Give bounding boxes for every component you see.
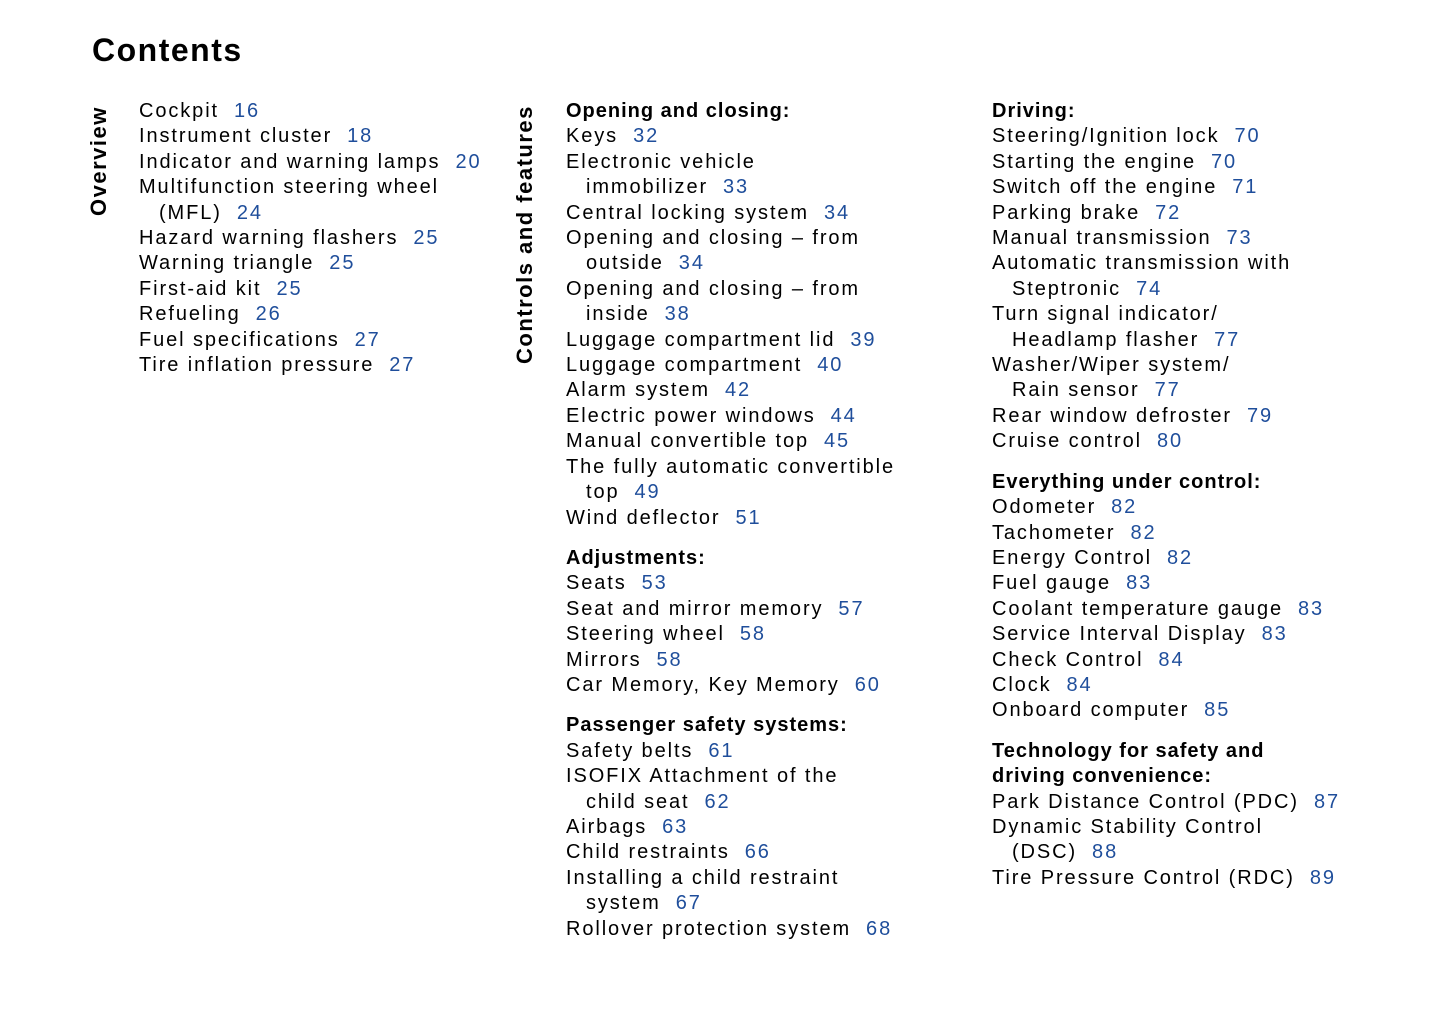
toc-entry[interactable] [992, 495, 1340, 520]
toc-entry[interactable] [139, 302, 481, 327]
toc-entry-text [992, 124, 1340, 149]
page-number-link[interactable]: 42 [724, 379, 751, 402]
toc-entry-label: Tachometer [992, 521, 1116, 544]
toc-entry-label: system [586, 892, 661, 915]
toc-entry[interactable] [566, 124, 895, 149]
toc-entry[interactable] [566, 226, 895, 277]
page-number-link[interactable]: 25 [329, 252, 356, 275]
toc-entry-text [566, 571, 895, 596]
page-number-link[interactable]: 77 [1214, 328, 1241, 351]
section-technology [992, 739, 1340, 891]
toc-entry-label: Cruise control [992, 430, 1142, 453]
toc-entry-label: Energy Control [992, 546, 1152, 569]
toc-entry[interactable] [992, 404, 1340, 429]
toc-entry[interactable] [566, 764, 895, 815]
page-number-link[interactable]: 44 [830, 404, 857, 427]
toc-entry-label: outside [586, 252, 664, 275]
page-number-link[interactable]: 24 [236, 201, 263, 224]
toc-entry-label: Alarm system [566, 379, 710, 402]
toc-entry-text [566, 917, 895, 942]
toc-entry-text [992, 226, 1340, 251]
toc-entry-text [992, 328, 1340, 353]
toc-entry-label: Hazard warning flashers [139, 227, 399, 250]
page-number-link[interactable]: 79 [1247, 404, 1274, 427]
toc-entry-label: Luggage compartment lid [566, 328, 836, 351]
toc-entry-text [566, 378, 895, 403]
toc-entry-label: Automatic transmission with [992, 252, 1292, 275]
page-number-link[interactable]: 58 [656, 648, 683, 671]
toc-entry-label: Odometer [992, 496, 1097, 519]
toc-entry-text [566, 226, 895, 251]
toc-entry[interactable] [139, 353, 481, 378]
page-number-link[interactable]: 27 [354, 328, 381, 351]
toc-entry-text [139, 226, 481, 251]
toc-entry-text [566, 622, 895, 647]
toc-entry[interactable] [566, 673, 895, 698]
page-number-link[interactable]: 82 [1111, 496, 1138, 519]
toc-entry-text [566, 175, 895, 200]
toc-entry-label: Rear window defroster [992, 404, 1232, 427]
page-number-link[interactable]: 34 [678, 252, 705, 275]
toc-entry[interactable] [139, 124, 481, 149]
page-number-link[interactable]: 72 [1155, 201, 1182, 224]
toc-entry-text [566, 866, 895, 891]
page-number-link[interactable]: 16 [234, 100, 261, 122]
page-number-link[interactable]: 77 [1154, 379, 1181, 402]
page-number-link[interactable]: 39 [850, 328, 877, 351]
toc-entry-text [992, 790, 1340, 815]
toc-entry[interactable] [992, 175, 1340, 200]
toc-entry-label: immobilizer [586, 176, 709, 199]
toc-entry[interactable] [992, 815, 1340, 866]
toc-entry-label: top [586, 481, 620, 504]
toc-entry-text [139, 175, 481, 200]
toc-column-overview [139, 99, 481, 378]
toc-entry-label: Installing a child restraint [566, 866, 840, 889]
toc-entry-text [992, 378, 1340, 403]
toc-entry-text [992, 277, 1340, 302]
toc-entry-label: Steering wheel [566, 623, 725, 646]
page-number-link[interactable]: 83 [1126, 572, 1153, 595]
toc-entry-text [566, 251, 895, 276]
toc-entry[interactable] [566, 429, 895, 454]
toc-entry-label: Child restraints [566, 841, 730, 864]
toc-entry[interactable] [566, 506, 895, 531]
toc-entry-text [992, 571, 1340, 596]
section-heading: Everything under control: [992, 470, 1262, 493]
toc-entry-label: Headlamp flasher [1012, 328, 1200, 351]
toc-entry-label: inside [586, 303, 650, 326]
page-number-link[interactable]: 85 [1204, 699, 1231, 722]
toc-entry-text [139, 353, 481, 378]
toc-column-driving [992, 99, 1340, 891]
toc-entry-label: Opening and closing – from [566, 227, 860, 250]
toc-entry[interactable] [139, 150, 481, 175]
toc-entry-text [566, 840, 895, 865]
page-number-link[interactable]: 70 [1234, 125, 1261, 148]
toc-entry-label: Coolant temperature gauge [992, 597, 1283, 620]
toc-entry[interactable] [992, 251, 1340, 302]
page-number-link[interactable]: 58 [739, 623, 766, 646]
page-number-link[interactable]: 27 [389, 354, 416, 377]
toc-entry-label: Seats [566, 572, 627, 595]
toc-entry-text [566, 429, 895, 454]
page-number-link[interactable]: 53 [641, 572, 668, 595]
toc-entry-text [566, 277, 895, 302]
page-number-link[interactable]: 32 [633, 125, 660, 148]
toc-entry-label: Washer/Wiper system/ [992, 354, 1231, 377]
page-number-link[interactable]: 63 [662, 815, 689, 838]
toc-entry-label: Airbags [566, 815, 648, 838]
page-number-link[interactable]: 18 [347, 125, 374, 148]
toc-entry-text [566, 455, 895, 480]
toc-entry-label: Seat and mirror memory [566, 597, 824, 620]
toc-entry[interactable] [992, 124, 1340, 149]
page-number-link[interactable]: 38 [664, 303, 691, 326]
toc-entry-text [139, 124, 481, 149]
toc-entry-label: Tire inflation pressure [139, 354, 375, 377]
toc-entry-text [566, 815, 895, 840]
toc-entry-text [566, 673, 895, 698]
toc-entry-label: child seat [586, 790, 690, 813]
toc-entry-text [566, 302, 895, 327]
page-number-link[interactable]: 68 [866, 917, 893, 940]
toc-entry-text [992, 546, 1340, 571]
page-number-link[interactable]: 26 [255, 303, 282, 326]
toc-entry[interactable] [566, 353, 895, 378]
toc-entry[interactable] [992, 429, 1340, 454]
toc-entry-text [992, 429, 1340, 454]
section-driving [992, 99, 1340, 455]
toc-entry-text [566, 506, 895, 531]
toc-entry[interactable] [139, 328, 481, 353]
toc-entry-label: Rollover protection system [566, 917, 852, 940]
toc-entry-label: ISOFIX Attachment of the [566, 765, 839, 788]
toc-entry[interactable] [992, 521, 1340, 546]
page-number-link[interactable]: 33 [723, 176, 750, 199]
toc-entry[interactable] [566, 648, 895, 673]
section-passenger-safety [566, 713, 895, 942]
toc-entry-label: Park Distance Control (PDC) [992, 790, 1299, 813]
toc-entry-label: Fuel specifications [139, 328, 340, 351]
page-number-link[interactable]: 73 [1226, 227, 1253, 250]
toc-entry[interactable] [566, 455, 895, 506]
toc-entry-text [992, 251, 1340, 276]
toc-entry-text [992, 353, 1340, 378]
toc-entry-label: Tire Pressure Control (RDC) [992, 866, 1295, 889]
toc-entry-label: Turn signal indicator/ [992, 303, 1219, 326]
toc-entry[interactable] [566, 378, 895, 403]
section-heading-line: Technology for safety and [992, 739, 1265, 762]
toc-entry-label: First-aid kit [139, 277, 262, 300]
toc-entry-label: Steptronic [1012, 277, 1122, 300]
toc-entry-label: Onboard computer [992, 699, 1190, 722]
toc-entry-text [566, 790, 895, 815]
toc-entry[interactable] [992, 201, 1340, 226]
toc-entry[interactable] [992, 226, 1340, 251]
toc-entry-text [992, 866, 1340, 891]
toc-entry-text [566, 201, 895, 226]
toc-entry-label: Manual convertible top [566, 430, 810, 453]
toc-entry-text [992, 698, 1340, 723]
toc-entry[interactable] [139, 99, 481, 124]
toc-entry[interactable] [992, 698, 1340, 723]
toc-entry[interactable] [992, 673, 1340, 698]
page-number-link[interactable]: 25 [413, 227, 440, 250]
toc-entry-text [992, 302, 1340, 327]
toc-entry-text [992, 201, 1340, 226]
page-number-link[interactable]: 62 [704, 790, 731, 813]
toc-entry-label: Mirrors [566, 648, 642, 671]
page-number-link[interactable]: 45 [824, 430, 851, 453]
toc-entry-text [139, 328, 481, 353]
toc-entry-text [992, 175, 1340, 200]
overview-entries [139, 99, 481, 378]
section-label-controls-and-features: Controls and features [512, 105, 537, 364]
toc-entry-text [566, 891, 895, 916]
toc-entry[interactable] [992, 622, 1340, 647]
toc-entry-label: Safety belts [566, 739, 694, 762]
toc-entry-label: Starting the engine [992, 150, 1197, 173]
toc-entry-label: Manual transmission [992, 227, 1212, 250]
toc-entry-label: The fully automatic convertible [566, 455, 896, 478]
section-adjustments [566, 546, 895, 698]
toc-entry-text [992, 622, 1340, 647]
toc-entry[interactable] [992, 790, 1340, 815]
toc-column-controls [566, 99, 895, 942]
toc-entry[interactable] [566, 277, 895, 328]
toc-entry-label: Refueling [139, 303, 241, 326]
page-number-link[interactable]: 88 [1092, 841, 1119, 864]
page-number-link[interactable]: 49 [634, 481, 661, 504]
toc-entry-text [566, 597, 895, 622]
page-number-link[interactable]: 71 [1232, 176, 1259, 199]
page-number-link[interactable]: 84 [1158, 648, 1185, 671]
page-number-link[interactable]: 70 [1211, 150, 1238, 173]
toc-entry-text [992, 404, 1340, 429]
toc-entry[interactable] [992, 353, 1340, 404]
toc-entry-label: Opening and closing – from [566, 277, 860, 300]
page-number-link[interactable]: 34 [823, 201, 851, 224]
page-number-link[interactable]: 20 [455, 150, 482, 173]
toc-entry[interactable] [992, 150, 1340, 175]
toc-entry-label: (MFL) [159, 201, 222, 224]
page-number-link[interactable]: 84 [1066, 673, 1093, 696]
page-title: Contents [92, 32, 243, 68]
toc-entry-label: Steering/Ignition lock [992, 125, 1220, 148]
toc-entry[interactable] [992, 597, 1340, 622]
toc-entry-text [992, 840, 1340, 865]
section-heading: Driving: [992, 100, 1076, 122]
toc-entry-label: Warning triangle [139, 252, 315, 275]
toc-entry-text [992, 495, 1340, 520]
toc-entry-label: Switch off the engine [992, 176, 1218, 199]
toc-entry-label: Cockpit [139, 100, 219, 122]
toc-entry[interactable] [566, 739, 895, 764]
page-number-link[interactable]: 66 [744, 841, 771, 864]
page-number-link[interactable]: 51 [735, 506, 762, 529]
section-heading: Adjustments: [566, 546, 706, 569]
section-label-overview: Overview [86, 106, 111, 216]
toc-entry-text [992, 673, 1340, 698]
page-number-link[interactable]: 60 [854, 673, 881, 696]
toc-entry[interactable] [566, 571, 895, 596]
toc-entry[interactable] [566, 201, 895, 226]
toc-entry-text [566, 124, 895, 149]
toc-entry-text [566, 739, 895, 764]
toc-entry[interactable] [992, 648, 1340, 673]
toc-entry[interactable] [566, 597, 895, 622]
toc-entry-text [992, 597, 1340, 622]
toc-entry-text [992, 521, 1340, 546]
toc-entry-text [139, 277, 481, 302]
toc-entry-text [139, 302, 481, 327]
toc-entry-label: Car Memory, Key Memory [566, 673, 840, 696]
section-heading-line: driving convenience: [992, 765, 1213, 788]
toc-entry-text [992, 815, 1340, 840]
toc-entry[interactable] [566, 150, 895, 201]
toc-entry[interactable] [566, 815, 895, 840]
toc-entry-text [566, 404, 895, 429]
page-number-link[interactable]: 40 [817, 354, 844, 377]
toc-entry-label: Multifunction steering wheel [139, 176, 439, 199]
toc-entry-label: Luggage compartment [566, 354, 803, 377]
section-heading: Opening and closing: [566, 100, 791, 122]
toc-entry-label: (DSC) [1012, 841, 1078, 864]
toc-entry[interactable] [566, 866, 895, 917]
section-everything-under-control [992, 470, 1340, 724]
toc-entry-text [139, 201, 481, 226]
section-opening-closing [566, 99, 895, 531]
toc-entry[interactable] [992, 302, 1340, 353]
page-number-link[interactable]: 67 [675, 892, 702, 915]
page-number-link[interactable]: 89 [1309, 866, 1336, 889]
page-number-link[interactable]: 57 [838, 597, 865, 620]
toc-entry-label: Service Interval Display [992, 623, 1247, 646]
page-number-link[interactable]: 82 [1167, 546, 1194, 569]
toc-entry-label: Instrument cluster [139, 125, 333, 148]
toc-entry-label: Electronic vehicle [566, 150, 756, 173]
toc-entry-text [992, 150, 1340, 175]
toc-entry[interactable] [139, 226, 481, 251]
toc-entry-text [992, 648, 1340, 673]
toc-entry[interactable] [992, 866, 1340, 891]
toc-entry-text [566, 648, 895, 673]
page-number-link[interactable]: 83 [1298, 597, 1325, 620]
toc-entry-label: Check Control [992, 648, 1144, 671]
toc-entry-label: Keys [566, 125, 619, 148]
toc-entry-label: Indicator and warning lamps [139, 150, 441, 173]
toc-entry[interactable] [566, 328, 895, 353]
toc-entry-label: Clock [992, 673, 1052, 696]
toc-entry[interactable] [139, 277, 481, 302]
toc-entry[interactable] [139, 251, 481, 276]
toc-entry-label: Central locking system [566, 201, 809, 224]
page-number-link[interactable]: 87 [1313, 790, 1340, 813]
toc-entry-text [566, 328, 895, 353]
toc-entry[interactable] [566, 404, 895, 429]
toc-entry-label: Electric power windows [566, 404, 816, 427]
toc-entry-text [139, 251, 481, 276]
page-number-link[interactable]: 74 [1136, 277, 1163, 300]
toc-entry-label: Dynamic Stability Control [992, 815, 1263, 838]
toc-entry-text [566, 480, 895, 505]
page-number-link[interactable]: 83 [1261, 623, 1288, 646]
toc-entry-text [566, 150, 895, 175]
page-number-link[interactable]: 61 [708, 739, 735, 762]
page-number-link[interactable]: 80 [1156, 430, 1184, 453]
toc-entry-label: Fuel gauge [992, 572, 1112, 595]
toc-entry[interactable] [566, 622, 895, 647]
toc-entry-text [139, 99, 481, 124]
toc-entry[interactable] [566, 840, 895, 865]
toc-entry[interactable] [139, 175, 481, 226]
toc-entry-text [566, 764, 895, 789]
toc-entry-text [139, 150, 481, 175]
toc-entry-label: Rain sensor [1012, 379, 1140, 402]
section-heading: Passenger safety systems: [566, 714, 848, 737]
page-number-link[interactable]: 25 [276, 277, 303, 300]
toc-entry-label: Parking brake [992, 201, 1141, 224]
toc-entry[interactable] [992, 571, 1340, 596]
toc-entry[interactable] [992, 546, 1340, 571]
page-number-link[interactable]: 82 [1130, 521, 1157, 544]
toc-entry-label: Wind deflector [566, 506, 721, 529]
toc-entry[interactable] [566, 917, 895, 942]
toc-entry-text [566, 353, 895, 378]
